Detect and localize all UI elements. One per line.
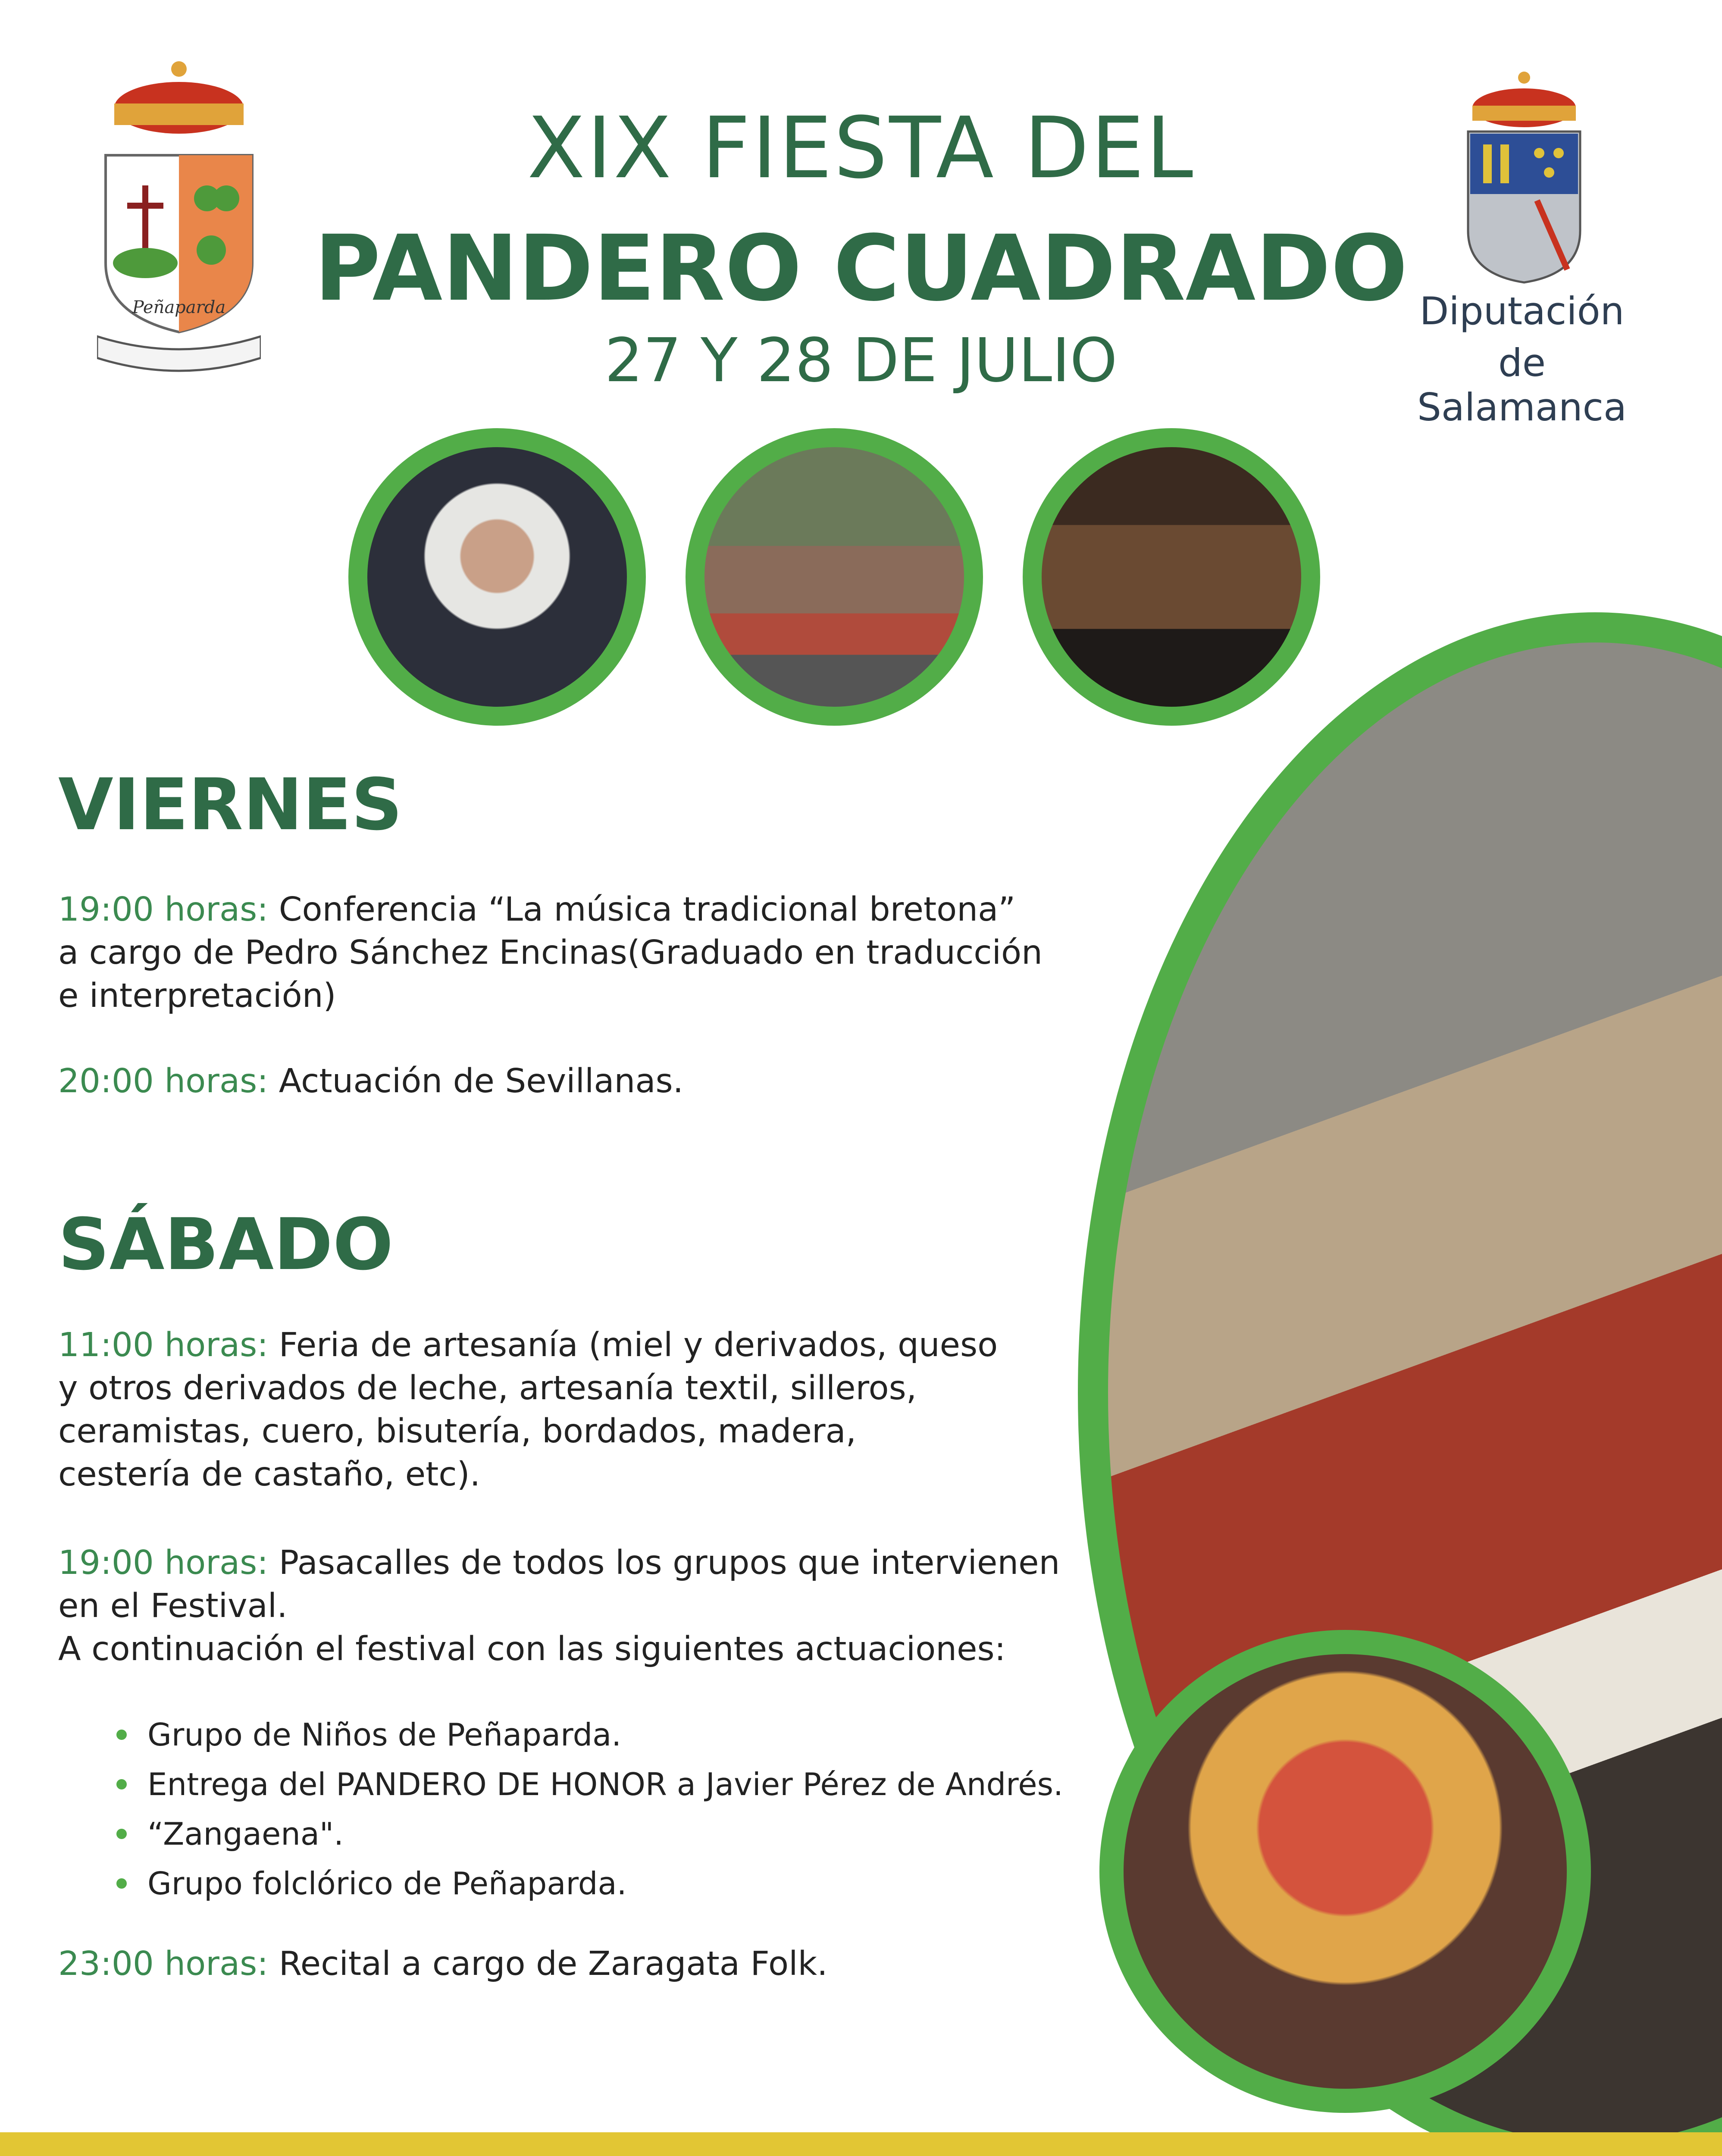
item-text: Pasacalles de todos los grupos que intervienen: [279, 1544, 1060, 1582]
bullet-icon: [116, 1779, 127, 1789]
bullet-icon: [116, 1829, 127, 1839]
item-text: Actuación de Sevillanas.: [279, 1062, 684, 1100]
list-item-text: Grupo folclórico de Peñaparda.: [147, 1865, 627, 1902]
photo-concert: [1023, 428, 1320, 726]
item-time: 11:00 horas:: [58, 1326, 269, 1364]
list-item-text: “Zangaena".: [147, 1815, 344, 1852]
actuaciones-list: [116, 1710, 1063, 1908]
bullet-icon: [116, 1730, 127, 1740]
item-time: 20:00 horas:: [58, 1062, 269, 1100]
list-item: [116, 1858, 1063, 1908]
item-time: 19:00 horas:: [58, 1544, 269, 1582]
item-text: Feria de artesanía (miel y derivados, queso: [279, 1326, 998, 1364]
photo-children-group: [1099, 1630, 1591, 2113]
sabado-item-1: [58, 1324, 1093, 1496]
item-text-line-2: a cargo de Pedro Sánchez Encinas(Graduado en traducción: [58, 934, 1043, 972]
penaparda-label: Peñaparda: [132, 298, 226, 317]
item-text: Conferencia “La música tradicional bretona”: [279, 890, 1016, 929]
title-line-1: XIX FIESTA DEL: [527, 99, 1195, 197]
list-item-text: Entrega del PANDERO DE HONOR a Javier Pérez de Andrés.: [147, 1766, 1063, 1802]
sabado-item-2: [58, 1542, 1115, 1671]
list-item: [116, 1809, 1063, 1858]
diputacion-label-line-2: de Salamanca: [1417, 341, 1627, 429]
event-dates: 27 Y 28 DE JULIO: [604, 326, 1118, 396]
item-text-line-4: cestería de castaño, etc).: [58, 1455, 481, 1494]
diputacion-label-line-1: Diputación: [1419, 289, 1625, 333]
viernes-item-2: [58, 1060, 683, 1103]
viernes-heading: VIERNES: [58, 763, 403, 846]
viernes-item-1: [58, 888, 1093, 1018]
item-text-line-2: en el Festival.: [58, 1587, 288, 1625]
photo-parade: [686, 428, 983, 726]
penaparda-crest-icon: [97, 56, 261, 392]
item-text-line-2: y otros derivados de leche, artesanía textil, silleros,: [58, 1369, 917, 1407]
item-time: 19:00 horas:: [58, 890, 269, 929]
list-item-text: Grupo de Niños de Peñaparda.: [147, 1716, 622, 1753]
sabado-item-3: [58, 1943, 828, 1986]
photo-portrait: [348, 428, 646, 726]
list-item: [116, 1759, 1063, 1809]
list-item: [116, 1710, 1063, 1759]
sabado-heading: SÁBADO: [58, 1203, 394, 1286]
item-text: Recital a cargo de Zaragata Folk.: [279, 1945, 828, 1983]
diputacion-salamanca-crest-icon: [1459, 67, 1589, 291]
title-line-2: PANDERO CUADRADO: [314, 216, 1408, 321]
bullet-icon: [116, 1878, 127, 1889]
item-text-line-3: e interpretación): [58, 977, 336, 1015]
item-time: 23:00 horas:: [58, 1945, 269, 1983]
item-text-line-3: A continuación el festival con las siguientes actuaciones:: [58, 1630, 1006, 1668]
item-text-line-3: ceramistas, cuero, bisutería, bordados, madera,: [58, 1412, 857, 1451]
footer-divider: [0, 2132, 1722, 2156]
